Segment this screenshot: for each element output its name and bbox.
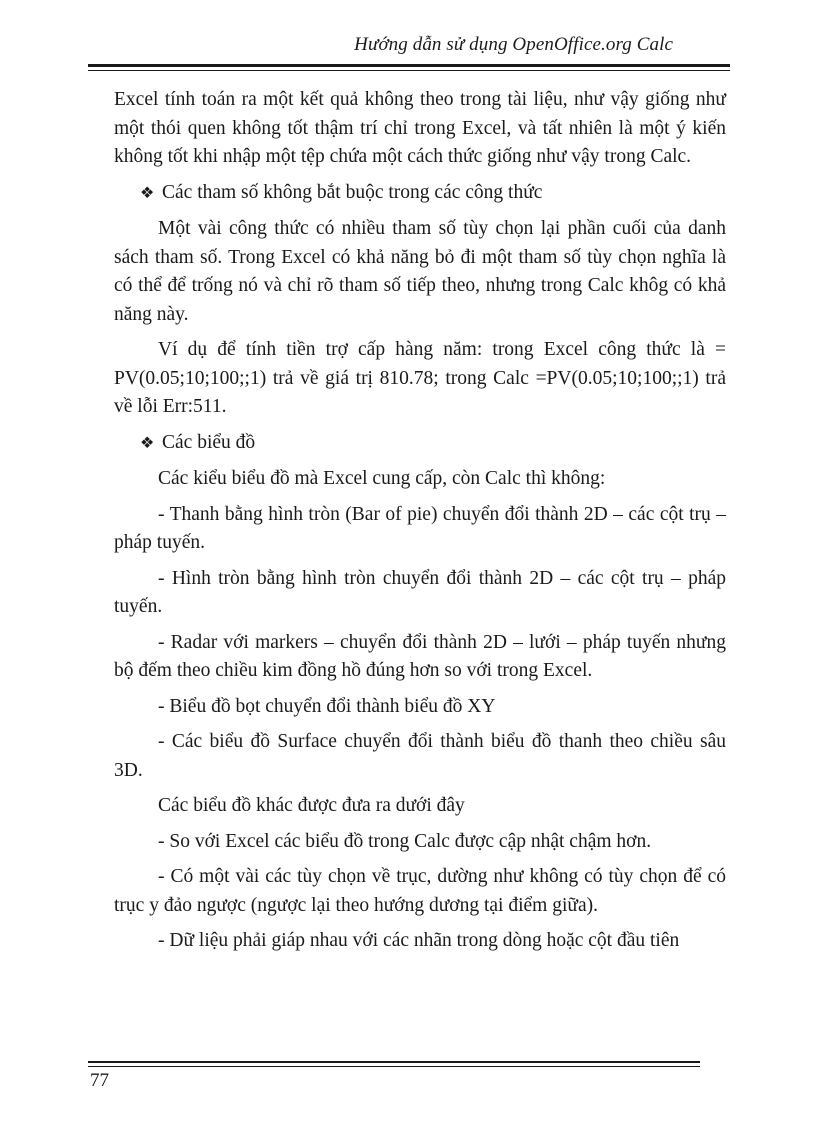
section-title-optional-params: Các tham số không bắt buộc trong các công thức (162, 181, 543, 203)
section-heading-optional-params (114, 179, 726, 209)
list-item-bar-of-pie: - Thanh bằng hình tròn (Bar of pie) chuyển đổi thành 2D – các cột trụ – pháp tuyến. (114, 503, 726, 553)
page-body (114, 86, 726, 956)
paragraph-pv-example: Ví dụ để tính tiền trợ cấp hàng năm: trong Excel công thức là = PV(0.05;10;100;;1) trả về giá trị 810.78; trong Calc =PV(0.05;10;100;;1) trả về lỗi Err:511. (114, 339, 726, 417)
page-number: 77 (90, 1070, 109, 1091)
section-title-charts: Các biểu đồ (162, 431, 256, 453)
paragraph-other-charts: Các biểu đồ khác được đưa ra dưới đây (158, 795, 465, 816)
list-item-pie-of-pie: - Hình tròn bằng hình tròn chuyển đổi thành 2D – các cột trụ – pháp tuyến. (114, 567, 726, 617)
paragraph-optional-params: Một vài công thức có nhiều tham số tùy chọn lại phần cuối của danh sách tham số. Trong Excel có khả năng bỏ đi một tham số tùy chọn nghĩa là có thể để trống nó và chỉ rõ tham số tiếp theo, nhưng trong Calc khôg có khả năng này. (114, 218, 726, 325)
footer-rule-thick (88, 1061, 700, 1063)
list-item-radar-markers: - Radar với markers – chuyển đổi thành 2D – lưới – pháp tuyến nhưng bộ đếm theo chiều kim đồng hồ đúng hơn so với trong Excel. (114, 631, 726, 681)
list-item-contiguous-data: - Dữ liệu phải giáp nhau với các nhãn trong dòng hoặc cột đầu tiên (158, 930, 680, 951)
list-item-axis-options: - Có một vài các tùy chọn về trục, dường như không có tùy chọn để có trục y đảo ngược (ngược lại theo hướng dương tại điểm giữa). (114, 866, 726, 916)
paragraph-excel-calculation: Excel tính toán ra một kết quả không theo trong tài liệu, như vậy giống như một thói quen không tốt thậm trí chỉ trong Excel, và tất nhiên là một ý kiến không tốt khi nhập một tệp chứa một cách thức giống như vậy trong Calc. (114, 89, 726, 167)
diamond-bullet-icon: ❖ (140, 184, 155, 202)
paragraph-chart-types-intro: Các kiểu biểu đồ mà Excel cung cấp, còn Calc thì không: (158, 468, 606, 489)
header-rule-thin (88, 70, 730, 71)
list-item-update-speed: - So với Excel các biểu đồ trong Calc được cập nhật chậm hơn. (158, 830, 652, 852)
section-heading-charts (114, 429, 726, 459)
diamond-bullet-icon: ❖ (140, 434, 155, 452)
running-header-title: Hướng dẫn sử dụng OpenOffice.org Calc (354, 34, 673, 55)
list-item-bubble-chart: - Biểu đồ bọt chuyển đổi thành biểu đồ XY (158, 695, 496, 717)
header-rule-thick (88, 64, 730, 67)
footer-rule-thin (88, 1066, 700, 1067)
list-item-surface-chart: - Các biểu đồ Surface chuyển đổi thành biểu đồ thanh theo chiều sâu 3D. (114, 731, 726, 781)
